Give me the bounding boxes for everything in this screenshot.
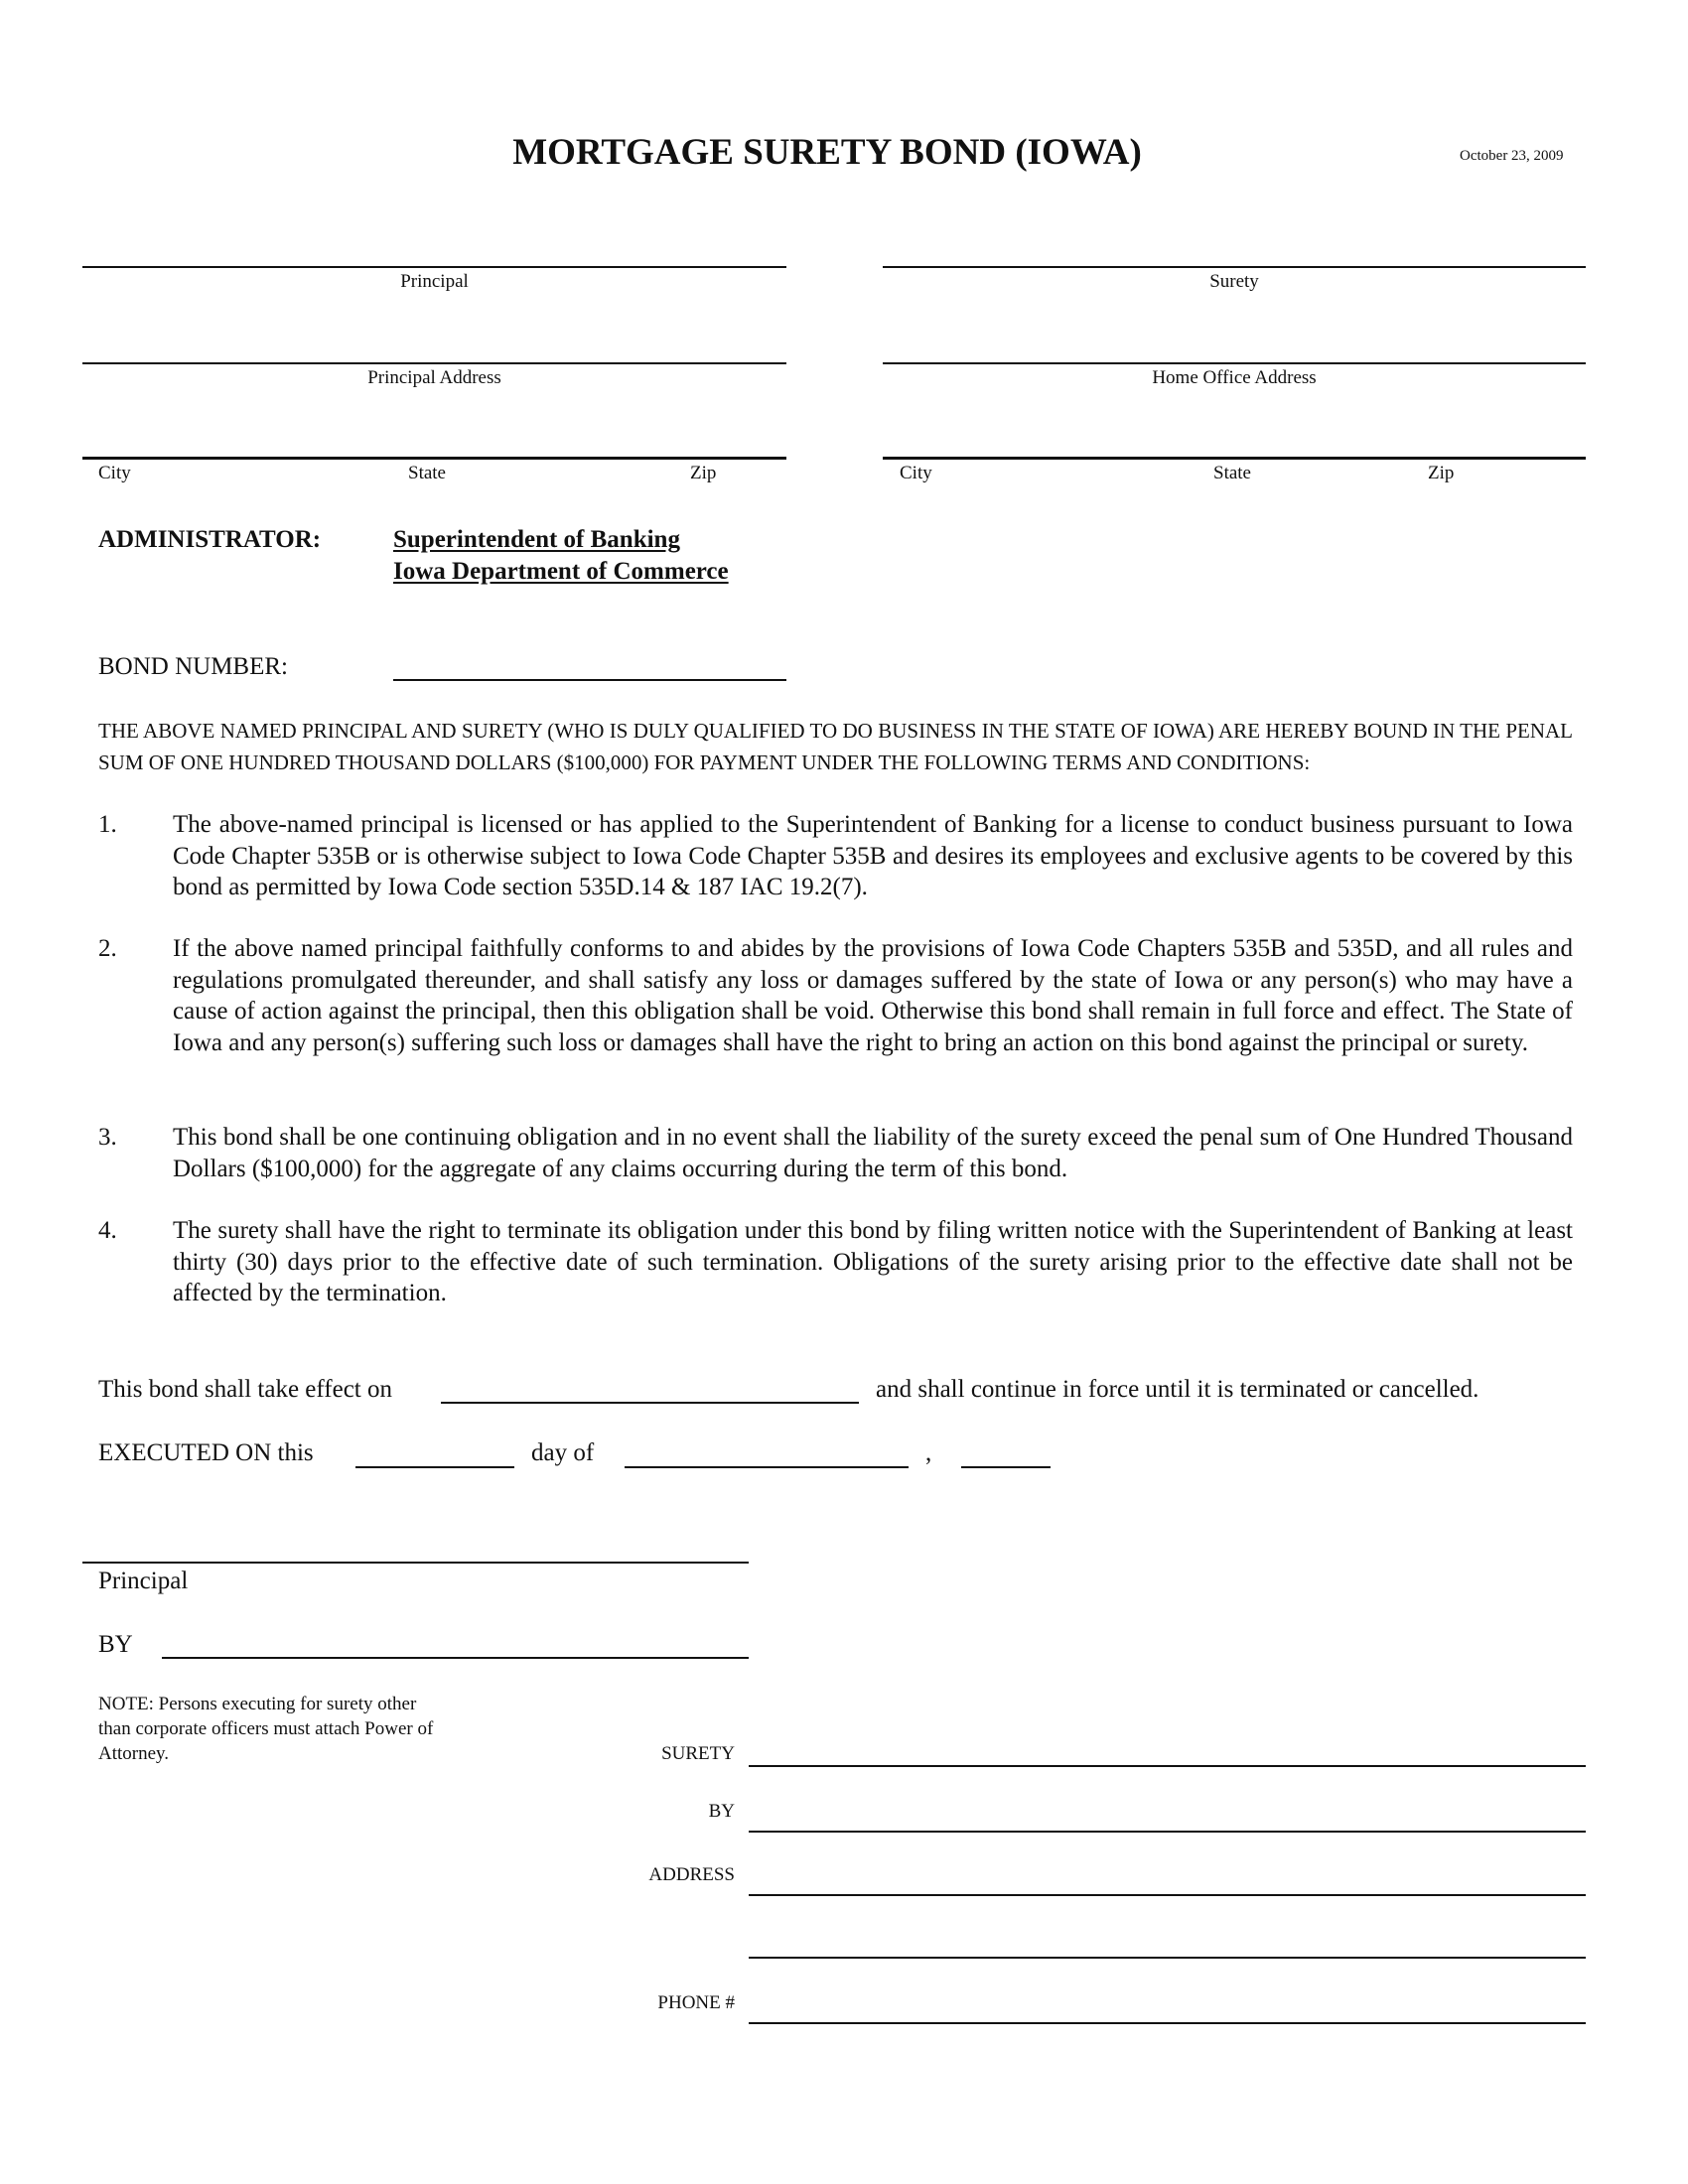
term-text: The above-named principal is licensed or has applied to the Superintendent of Banking for a license to conduct business pursuant to Iowa Code Chapter 535B or is otherwise subject to Iowa Code Chapter 535B and desires its employees and exclusive agents to be covered by this bond as permitted by Iowa Code section 535D.14 & 187 IAC 19.2(7). bbox=[173, 811, 1573, 901]
effect-suffix: and shall continue in force until it is terminated or cancelled. bbox=[876, 1376, 1479, 1403]
home-office-address-label: Home Office Address bbox=[1152, 367, 1317, 388]
surety-label: Surety bbox=[1209, 271, 1259, 292]
principal-city-label: City bbox=[98, 463, 131, 483]
effect-prefix: This bond shall take effect on bbox=[98, 1376, 392, 1403]
surety-by-line[interactable] bbox=[749, 1831, 1586, 1833]
executed-year-line[interactable] bbox=[961, 1466, 1051, 1468]
page-title: MORTGAGE SURETY BOND (IOWA) bbox=[512, 132, 1142, 173]
term-text: This bond shall be one continuing obligation and in no event shall the liability of the surety exceed the penal sum of One Hundred Thousand Dollars ($100,000) for the aggregate of any claims occurring during the term of this bond. bbox=[173, 1124, 1573, 1182]
term-number: 2. bbox=[98, 935, 117, 962]
surety-address-label: ADDRESS bbox=[648, 1864, 735, 1885]
surety-phone-line[interactable] bbox=[749, 2022, 1586, 2024]
principal-by-line[interactable] bbox=[162, 1657, 749, 1659]
term-number: 3. bbox=[98, 1124, 117, 1151]
principal-line[interactable] bbox=[82, 266, 786, 268]
executed-month-line[interactable] bbox=[625, 1466, 909, 1468]
executed-day-line[interactable] bbox=[355, 1466, 514, 1468]
principal-state-label: State bbox=[408, 463, 446, 483]
bond-number-label: BOND NUMBER: bbox=[98, 653, 288, 680]
surety-by-label: BY bbox=[708, 1801, 735, 1822]
form-date: October 23, 2009 bbox=[1460, 148, 1564, 164]
principal-signature-label: Principal bbox=[98, 1568, 189, 1594]
surety-zip-label: Zip bbox=[1428, 463, 1455, 483]
principal-address-label: Principal Address bbox=[367, 367, 501, 388]
bond-number-line[interactable] bbox=[393, 679, 786, 681]
effective-date-line[interactable] bbox=[441, 1402, 859, 1404]
surety-signature-label: SURETY bbox=[661, 1743, 735, 1764]
power-of-attorney-note: NOTE: Persons executing for surety other than corporate officers must attach Power of Attorney. bbox=[98, 1694, 434, 1764]
term-text: If the above named principal faithfully conforms to and abides by the provisions of Iowa Code Chapters 535B and 535D, and all rules and regulations promulgated thereunder, and shall satisfy any loss or damages suffered by the state of Iowa or any person(s) who may have a cause of action against the principal, then this obligation shall be void. Otherwise this bond shall remain in full force and effect. The State of Iowa and any person(s) suffering such loss or damages shall have the right to bring an action on this bond against the principal or surety. bbox=[173, 935, 1573, 1056]
principal-by-label: BY bbox=[98, 1631, 133, 1658]
term-text: The surety shall have the right to terminate its obligation under this bond by filing written notice with the Superintendent of Banking at least thirty (30) days prior to the effective date of such termination. Obligations of the surety arising prior to the effective date shall not be affected by the termination. bbox=[173, 1217, 1573, 1307]
principal-zip-label: Zip bbox=[690, 463, 717, 483]
surety-city-state-zip-line[interactable] bbox=[883, 457, 1586, 460]
principal-signature-line[interactable] bbox=[82, 1562, 749, 1564]
surety-state-label: State bbox=[1213, 463, 1251, 483]
surety-address-line-2[interactable] bbox=[749, 1957, 1586, 1959]
home-office-address-line[interactable] bbox=[883, 362, 1586, 364]
executed-comma: , bbox=[925, 1439, 932, 1466]
surety-address-line[interactable] bbox=[749, 1894, 1586, 1896]
principal-address-line[interactable] bbox=[82, 362, 786, 364]
administrator-label: ADMINISTRATOR: bbox=[98, 526, 322, 553]
principal-label: Principal bbox=[400, 271, 469, 292]
executed-day-of: day of bbox=[531, 1439, 595, 1466]
administrator-name: Superintendent of Banking bbox=[393, 526, 680, 553]
term-number: 4. bbox=[98, 1217, 117, 1244]
surety-line[interactable] bbox=[883, 266, 1586, 268]
surety-phone-label: PHONE # bbox=[657, 1992, 735, 2013]
preamble: THE ABOVE NAMED PRINCIPAL AND SURETY (WHO IS DULY QUALIFIED TO DO BUSINESS IN THE STATE OF IOWA) ARE HEREBY BOUND IN THE PENAL SUM OF ONE HUNDRED THOUSAND DOLLARS ($100,000) FOR PAYMENT UNDER THE FOLLOWING TERMS AND CONDITIONS: bbox=[98, 719, 1573, 774]
surety-city-label: City bbox=[900, 463, 932, 483]
term-number: 1. bbox=[98, 811, 117, 838]
surety-signature-line[interactable] bbox=[749, 1765, 1586, 1767]
executed-prefix: EXECUTED ON this bbox=[98, 1439, 314, 1466]
administrator-department: Iowa Department of Commerce bbox=[393, 558, 729, 585]
principal-city-state-zip-line[interactable] bbox=[82, 457, 786, 460]
